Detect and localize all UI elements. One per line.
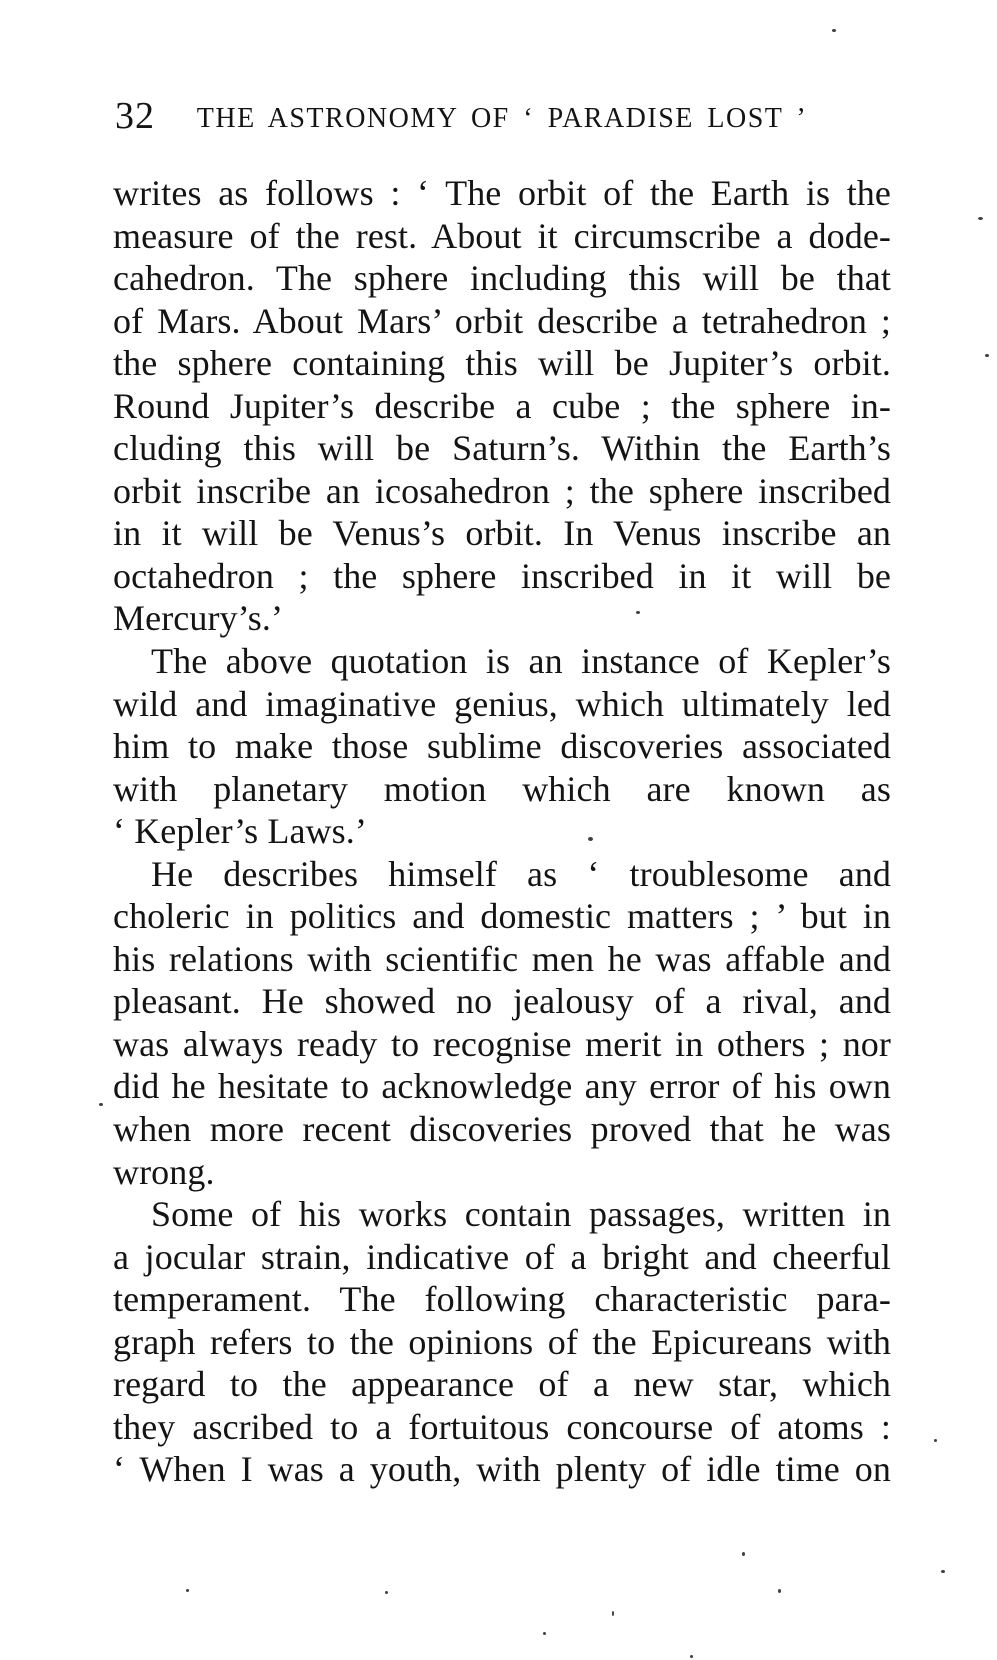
- scan-speck: [832, 29, 836, 32]
- text-line: graph refers to the opinions of the Epicureans with: [113, 1321, 891, 1362]
- text-line: was always ready to recognise merit in others ; nor: [113, 1023, 891, 1064]
- scan-speck: [99, 1103, 103, 1106]
- scan-speck: [934, 1439, 937, 1442]
- text-line: choleric in politics and domestic matters ; ’ but in: [113, 896, 891, 937]
- text-line: ‘ When I was a youth, with plenty of idle time on: [113, 1449, 891, 1490]
- text-line: they ascribed to a fortuitous concourse of atoms :: [113, 1406, 891, 1447]
- text-line: cahedron. The sphere including this will be that: [113, 258, 891, 299]
- text-line: of Mars. About Mars’ orbit describe a tetrahedron ;: [113, 300, 891, 341]
- text-line: Mercury’s.’: [113, 598, 284, 639]
- scan-speck: [690, 1655, 693, 1658]
- text-line: pleasant. He showed no jealousy of a rival, and: [113, 981, 891, 1022]
- text-line: ‘ Kepler’s Laws.’: [113, 811, 367, 852]
- body-text: [113, 172, 891, 1491]
- scan-speck: [385, 1591, 388, 1594]
- scan-speck: [985, 354, 989, 357]
- text-line: wrong.: [113, 1151, 215, 1192]
- text-line: writes as follows : ‘ The orbit of the Earth is the: [113, 173, 891, 213]
- scan-speck: [636, 611, 640, 614]
- text-line: with planetary motion which are known as: [113, 768, 891, 809]
- text-line: cluding this will be Saturn’s. Within the Earth’s: [113, 428, 891, 469]
- page-number: 32: [115, 95, 155, 137]
- scan-speck: [742, 1552, 745, 1556]
- scan-speck: [978, 217, 983, 220]
- scan-speck: [588, 837, 593, 841]
- text-line: in it will be Venus’s orbit. In Venus inscribe an: [113, 513, 891, 554]
- text-line: when more recent discoveries proved that he was: [113, 1109, 891, 1150]
- text-line: his relations with scientific men he was affable and: [113, 938, 891, 979]
- text-line: measure of the rest. About it circumscribe a dode-: [113, 215, 891, 256]
- text-line: He describes himself as ‘ troublesome and: [151, 853, 891, 894]
- text-line: octahedron ; the sphere inscribed in it will be: [113, 555, 891, 596]
- text-line: orbit inscribe an icosahedron ; the sphere inscribed: [113, 470, 891, 511]
- text-line: a jocular strain, indicative of a bright and cheerful: [113, 1236, 891, 1277]
- running-title: THE ASTRONOMY OF ‘ PARADISE LOST ’: [196, 103, 808, 134]
- text-line: The above quotation is an instance of Kepler’s: [151, 641, 891, 682]
- text-line: regard to the appearance of a new star, which: [113, 1364, 891, 1405]
- text-line: temperament. The following characteristic para-: [113, 1279, 891, 1320]
- text-line: Round Jupiter’s describe a cube ; the sphere in-: [113, 385, 891, 426]
- text-line: Some of his works contain passages, written in: [151, 1194, 891, 1235]
- running-head: [113, 96, 891, 140]
- scan-speck: [543, 1632, 546, 1635]
- scan-speck: [612, 1611, 614, 1616]
- text-line: did he hesitate to acknowledge any error of his own: [113, 1066, 891, 1107]
- scan-speck: [186, 1589, 189, 1592]
- text-line: wild and imaginative genius, which ultimately led: [113, 683, 891, 724]
- scan-speck: [778, 1589, 781, 1593]
- scan-speck: [941, 1570, 945, 1573]
- text-line: the sphere containing this will be Jupiter’s orbit.: [113, 343, 891, 384]
- text-line: him to make those sublime discoveries associated: [113, 726, 891, 767]
